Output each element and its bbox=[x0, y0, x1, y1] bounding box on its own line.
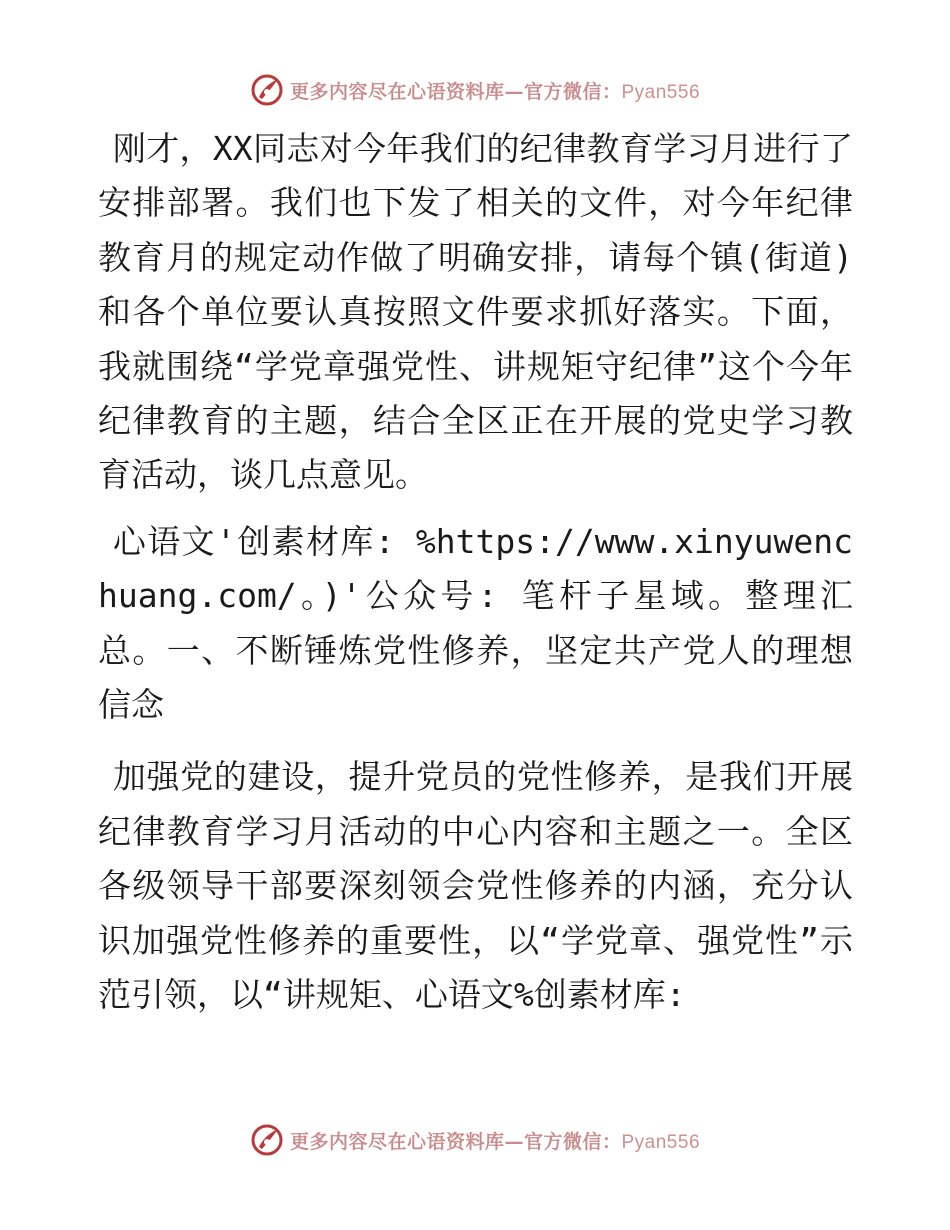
header-watermark bbox=[0, 68, 950, 112]
xinyu-logo-icon bbox=[250, 73, 284, 107]
watermark-wechat-label: 官方微信： bbox=[523, 1130, 622, 1153]
watermark-separator: — bbox=[504, 1130, 524, 1153]
watermark-separator: — bbox=[504, 80, 524, 103]
watermark-site-text: 更多内容尽在心语资料库 bbox=[289, 1130, 505, 1153]
paragraph-2: 心语文'创素材库: %https://www.xinyuwenchuang.com/。)'公众号: 笔杆子星域。整理汇总。一、不断锤炼党性修养，坚定共产党人的理想信念 bbox=[98, 521, 853, 725]
footer-watermark bbox=[0, 1118, 950, 1162]
xinyu-logo-icon bbox=[250, 1123, 284, 1157]
paragraph-3: 加强党的建设，提升党员的党性修养，是我们开展纪律教育学习月活动的中心内容和主题之一。全区各级领导干部要深刻领会党性修养的内涵，充分认识加强党性修养的重要性，以“学党章、强党性”示范引领，以“讲规矩、心语文%创素材库: bbox=[98, 757, 853, 1015]
watermark bbox=[250, 1123, 700, 1157]
watermark-wechat-id: Pyan556 bbox=[621, 1131, 701, 1153]
watermark-wechat-id: Pyan556 bbox=[621, 81, 701, 103]
watermark-wechat-label: 官方微信： bbox=[523, 80, 622, 103]
watermark-site-text: 更多内容尽在心语资料库 bbox=[289, 80, 505, 103]
paragraph-1: 刚才，XX同志对今年我们的纪律教育学习月进行了安排部署。我们也下发了相关的文件，对今年纪律教育月的规定动作做了明确安排，请每个镇(街道)和各个单位要认真按照文件要求抓好落实。下面，我就围绕“学党章强党性、讲规矩守纪律”这个今年纪律教育的主题，结合全区正在开展的党史学习教育活动，谈几点意见。 bbox=[98, 129, 853, 495]
body-text bbox=[98, 122, 853, 1035]
watermark bbox=[250, 73, 700, 107]
